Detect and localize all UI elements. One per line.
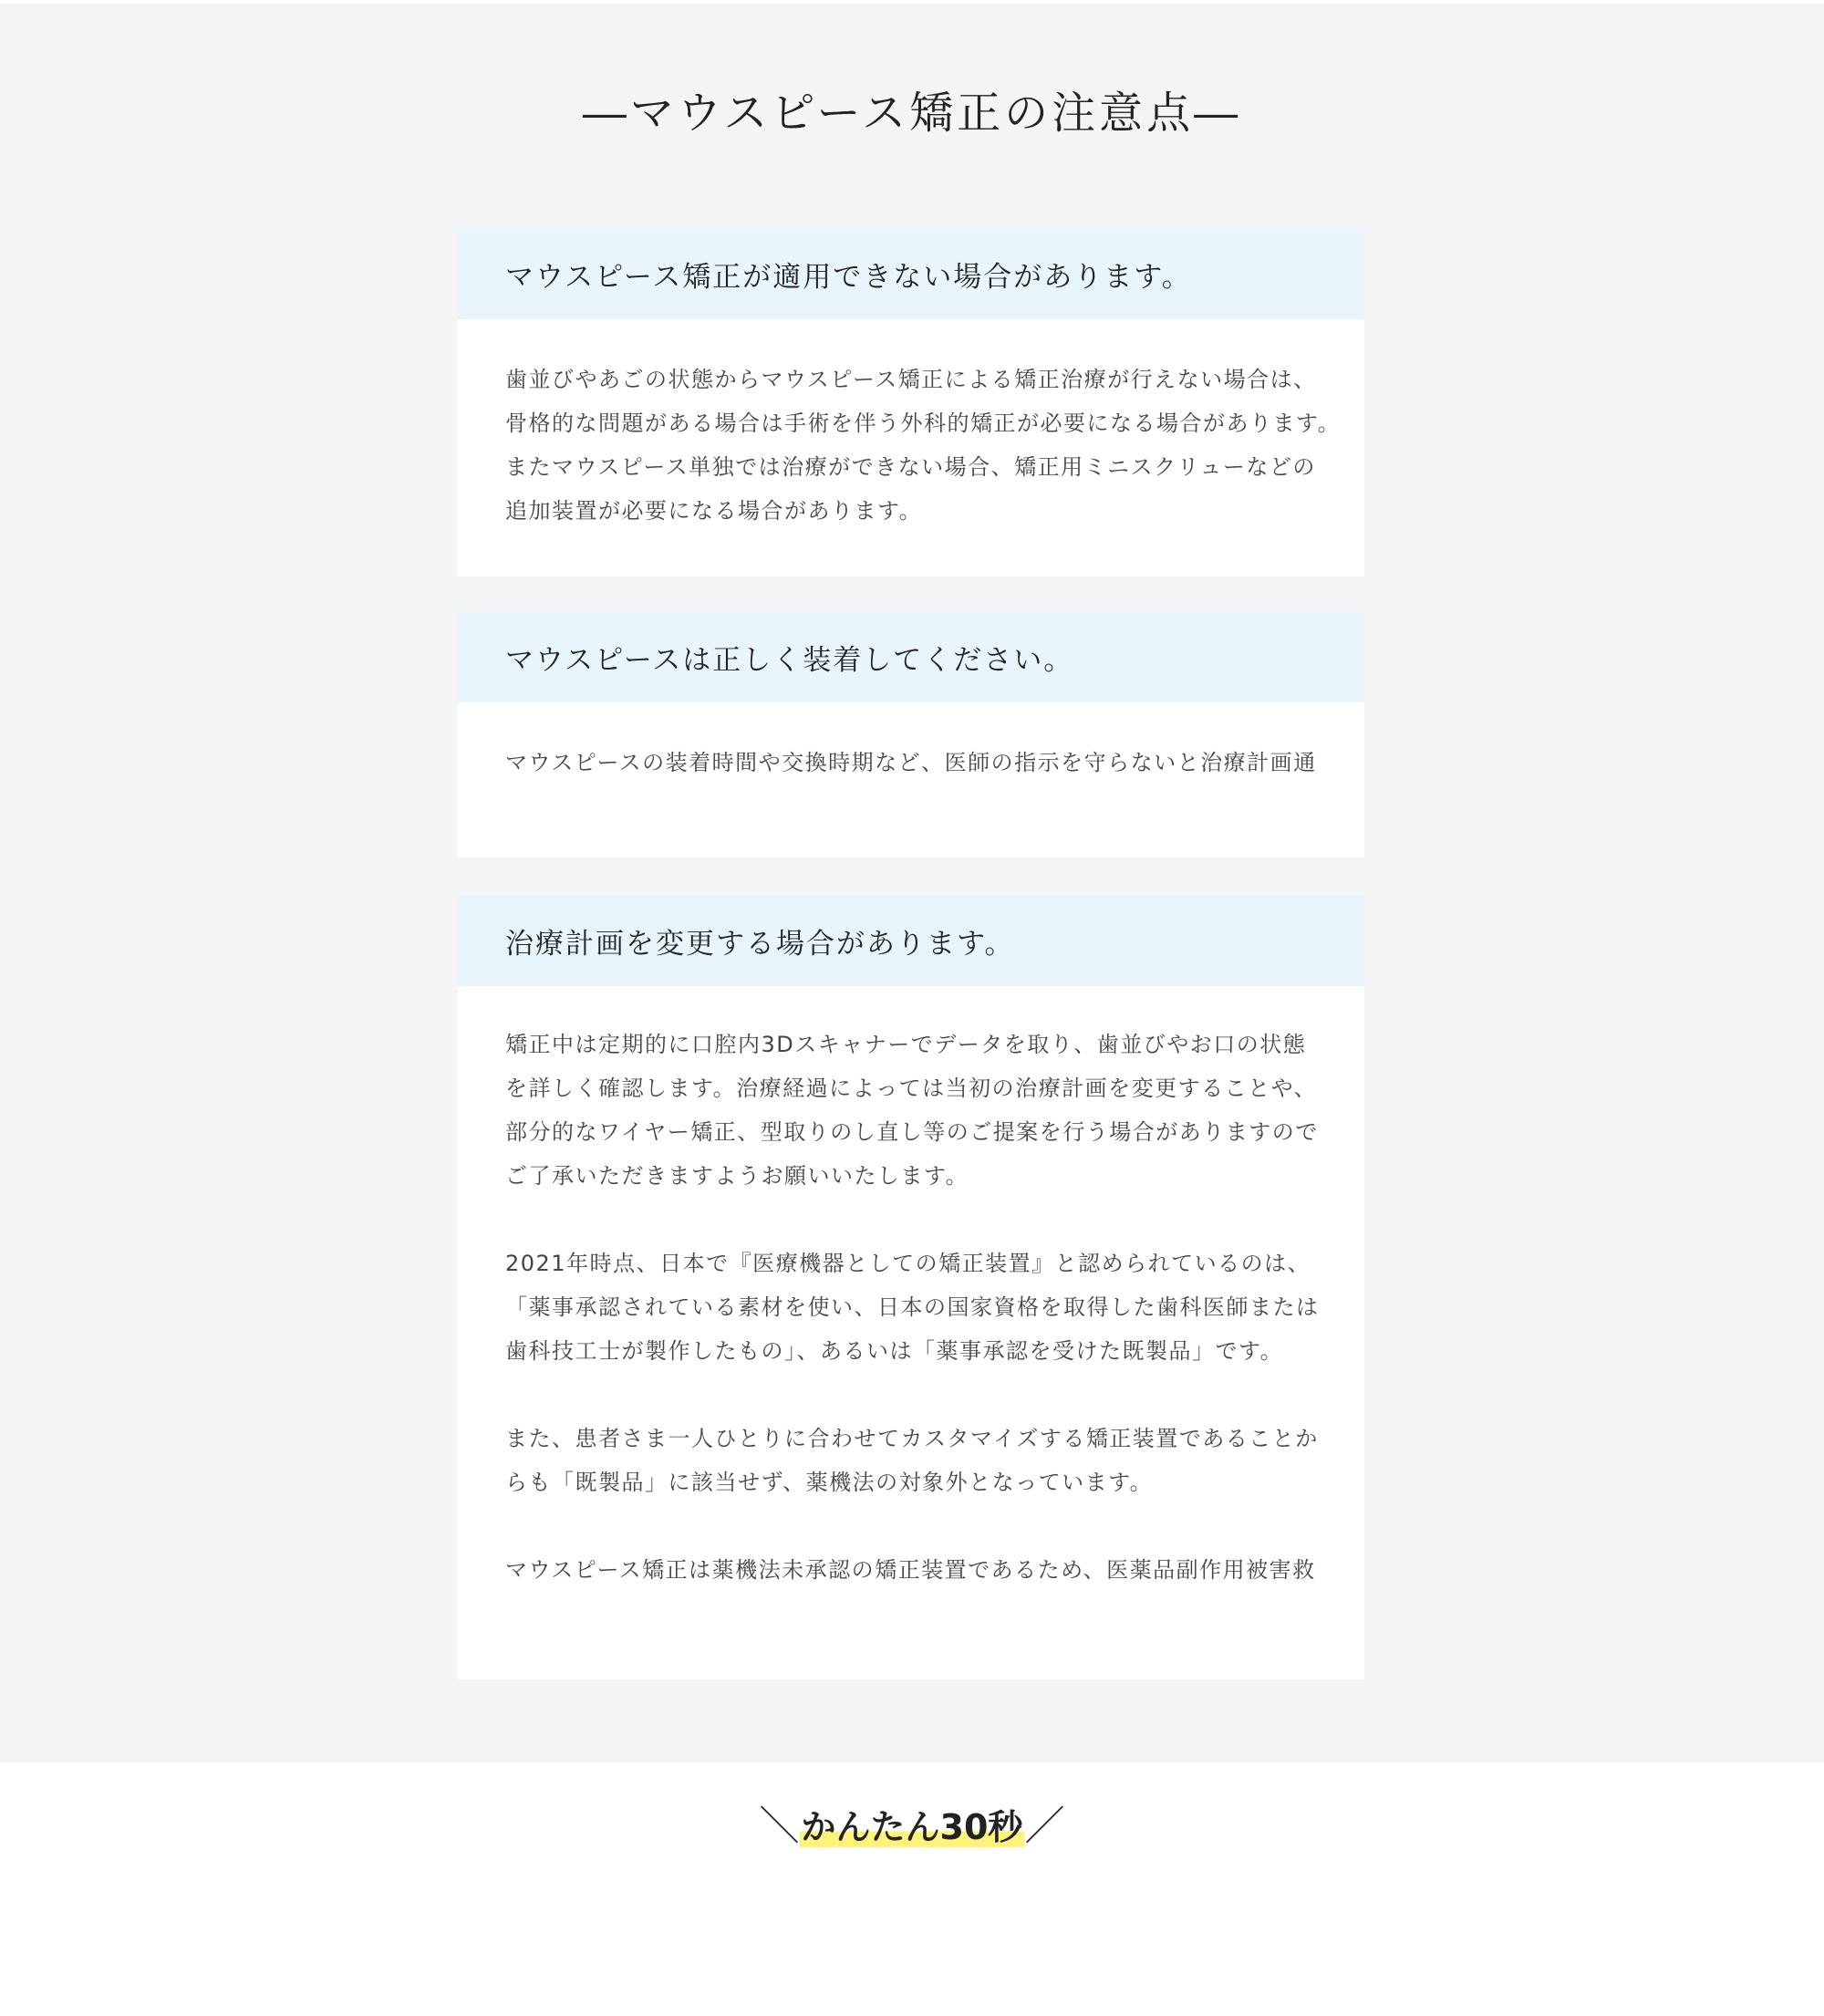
body-line: 歯科技工士が製作したもの」、あるいは「薬事承認を受けた既製品」です。 bbox=[505, 1338, 1284, 1364]
card-body bbox=[458, 986, 1364, 1592]
left-slash-icon: ＼ bbox=[759, 1803, 800, 1850]
body-line: マウスピース矯正は薬機法未承認の矯正装置であるため、医薬品副作用被害救 bbox=[505, 1557, 1316, 1583]
body-line: またマウスピース単独では治療ができない場合、矯正用ミニスクリューなどの bbox=[505, 454, 1316, 480]
body-line: また、患者さま一人ひとりに合わせてカスタマイズする矯正装置であることか bbox=[505, 1426, 1319, 1451]
body-line: らも「既製品」に該当せず、薬機法の対象外となっています。 bbox=[505, 1470, 1154, 1495]
card-body bbox=[458, 319, 1364, 533]
paragraph-gap bbox=[505, 1373, 1317, 1417]
card-heading: 治療計画を変更する場合があります。 bbox=[505, 927, 1015, 961]
paragraph-gap bbox=[505, 1504, 1317, 1548]
body-line: マウスピースの装着時間や交換時期など、医師の指示を守らないと治療計画通 bbox=[505, 750, 1317, 775]
cta-badge-row bbox=[0, 1799, 1824, 1853]
body-line: ご了承いただきますようお願いいたします。 bbox=[505, 1163, 969, 1189]
caution-card-not-applicable bbox=[458, 228, 1364, 577]
section-title: ―マウスピース矯正の注意点― bbox=[582, 88, 1242, 139]
body-line: 骨格的な問題がある場合は手術を伴う外科的矯正が必要になる場合があります。 bbox=[505, 410, 1342, 436]
card-body bbox=[458, 702, 1364, 785]
body-line: を詳しく確認します。治療経過によっては当初の治療計画を変更することや、 bbox=[505, 1076, 1318, 1101]
body-line: 2021年時点、日本で『医療機器としての矯正装置』と認められているのは、 bbox=[505, 1251, 1311, 1276]
body-line: 歯並びやあごの状態からマウスピース矯正による矯正治療が行えない場合は、 bbox=[505, 367, 1317, 392]
quick-badge bbox=[760, 1799, 1065, 1853]
paragraph-gap bbox=[505, 1198, 1317, 1242]
caution-card-wear-correctly bbox=[458, 611, 1364, 857]
card-heading: マウスピースは正しく装着してください。 bbox=[505, 643, 1074, 677]
body-line: 部分的なワイヤー矯正、型取りのし直し等のご提案を行う場合がありますので bbox=[505, 1119, 1319, 1145]
cautions-section bbox=[0, 4, 1824, 1762]
card-header bbox=[458, 611, 1364, 702]
right-slash-icon: ／ bbox=[1024, 1803, 1065, 1850]
card-heading: マウスピース矯正が適用できない場合があります。 bbox=[505, 260, 1192, 294]
body-line: 追加装置が必要になる場合があります。 bbox=[505, 498, 923, 524]
body-line: 矯正中は定期的に口腔内3Dスキャナーでデータを取り、歯並びやお口の状態 bbox=[505, 1032, 1307, 1057]
card-header bbox=[458, 895, 1364, 986]
body-line: 「薬事承認されている素材を使い、日本の国家資格を取得した歯科医師または bbox=[505, 1294, 1320, 1320]
badge-text: かんたん30秒 bbox=[801, 1806, 1023, 1847]
caution-card-plan-change bbox=[458, 895, 1364, 1679]
card-header bbox=[458, 228, 1364, 319]
